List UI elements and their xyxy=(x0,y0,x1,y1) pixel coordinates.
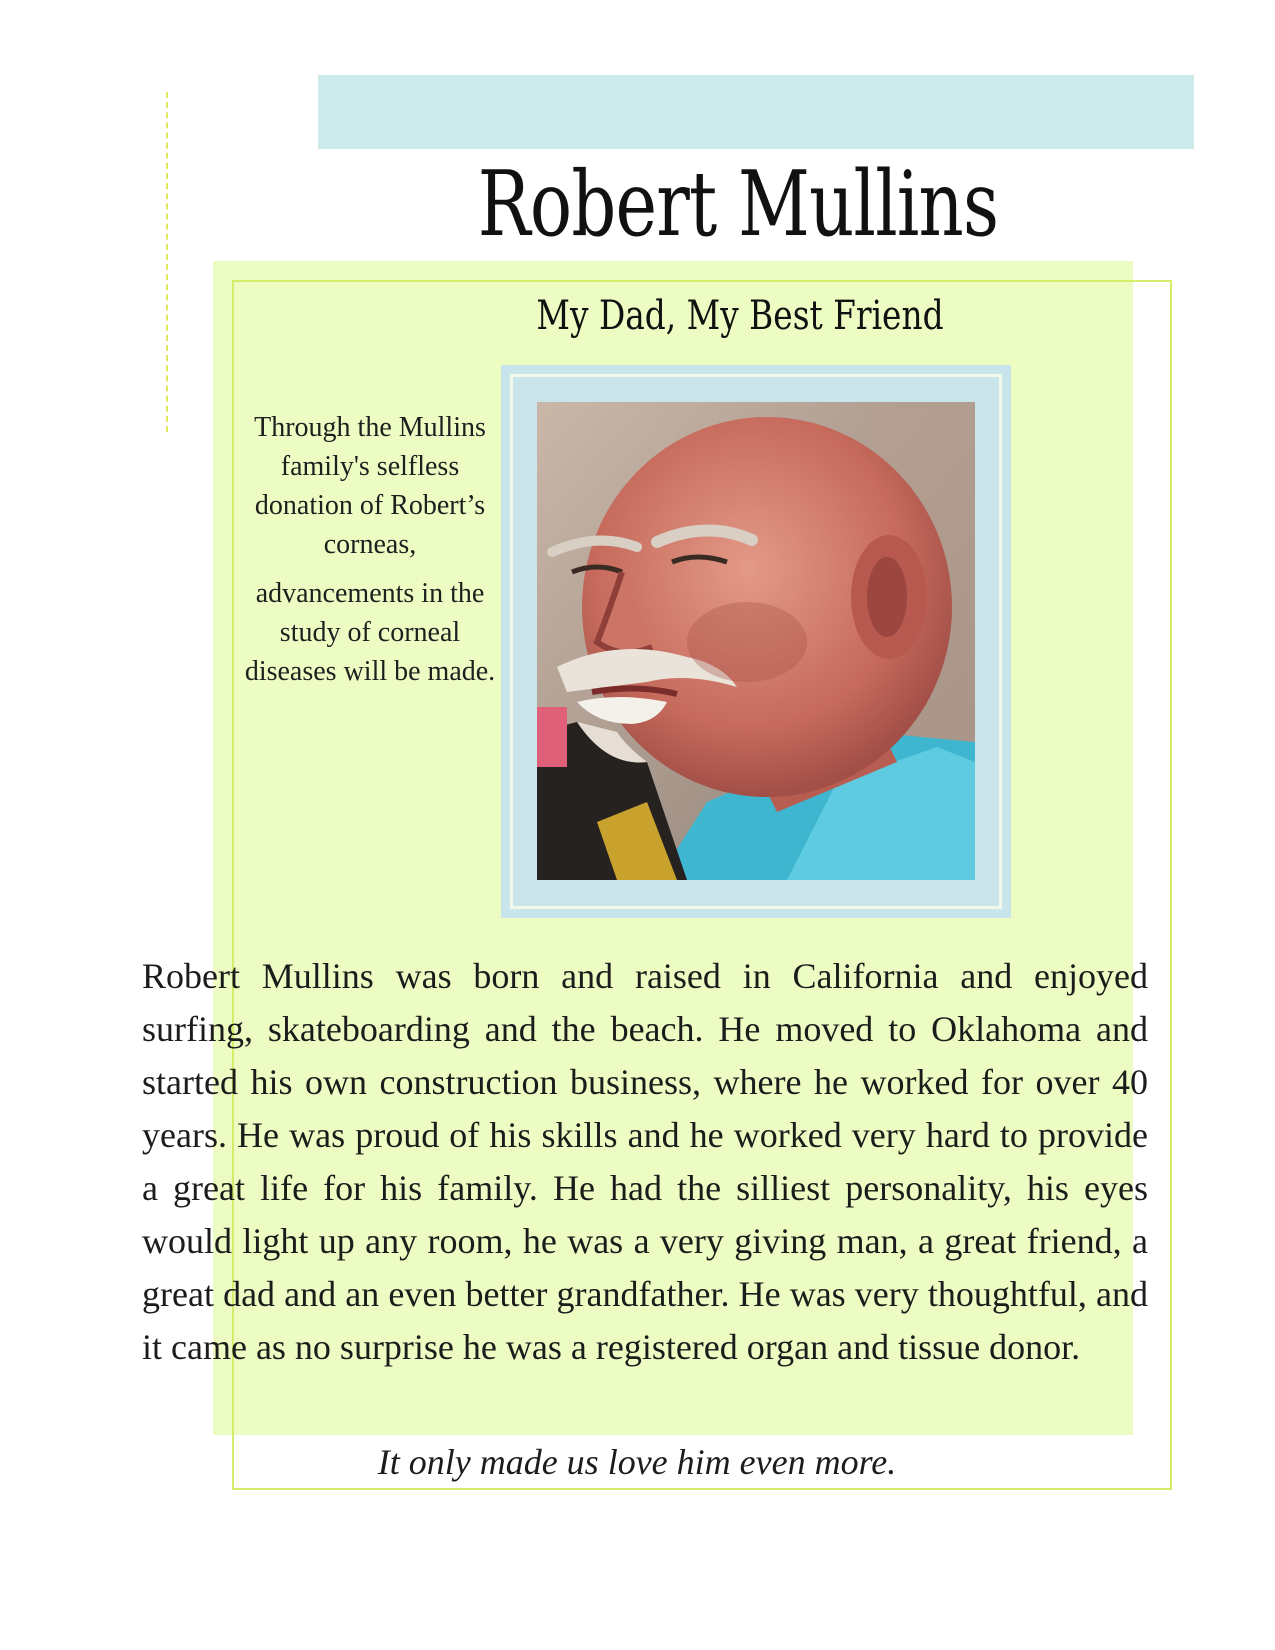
donation-note-paragraph-2: advancements in the study of corneal diseases will be made. xyxy=(244,578,496,687)
photo-frame xyxy=(501,365,1011,918)
portrait-illustration xyxy=(537,402,975,880)
page-subtitle: My Dad, My Best Friend xyxy=(536,293,944,339)
portrait-photo xyxy=(537,402,975,880)
biography-paragraph: Robert Mullins was born and raised in California and enjoyed surfing, skateboarding and the beach. He moved to Oklahoma and started his own construction business, where he worked for over 40 years. He was proud of his skills and he worked very hard to provide a great life for his family. He had the silliest personality, his eyes would light up any room, he was a very giving man, a great friend, a great dad and an even better grandfather. He was very thoughtful, and it came as no surprise he was a registered organ and tissue donor. xyxy=(142,956,1148,1367)
page-title: Robert Mullins xyxy=(477,152,999,257)
closing-line: It only made us love him even more. xyxy=(377,1442,897,1482)
dashed-divider xyxy=(166,92,168,432)
header-color-bar xyxy=(318,75,1194,149)
donation-note-paragraph-1: Through the Mullins family's selfless donation of Robert’s corneas, xyxy=(254,412,486,560)
donation-note xyxy=(240,408,500,691)
